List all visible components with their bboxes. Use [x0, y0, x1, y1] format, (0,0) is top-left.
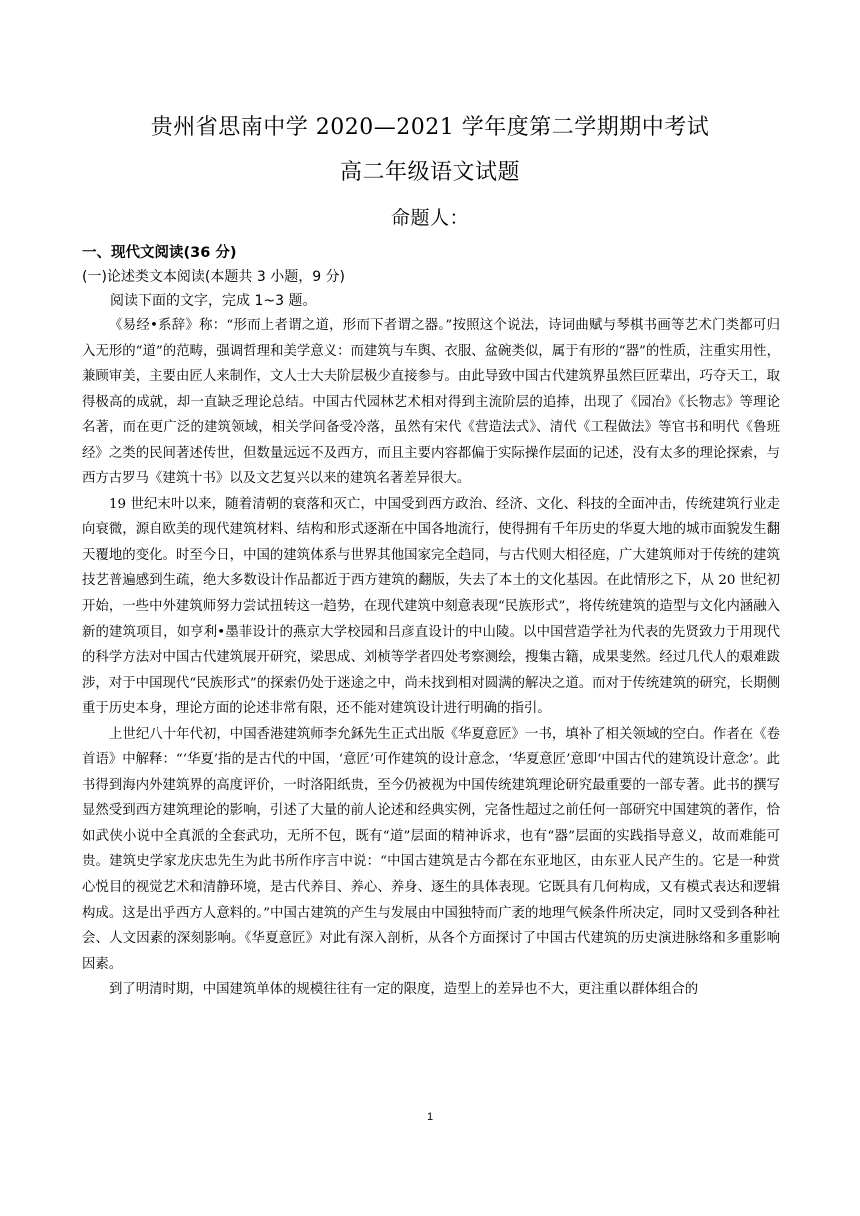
author-line: 命题人：	[390, 207, 469, 229]
exam-title: 贵州省思南中学 2020—2021 学年度第二学期期中考试	[150, 115, 710, 140]
paragraph-2: 19 世纪末叶以来，随着清朝的衰落和灭亡，中国受到西方政治、经济、文化、科技的全面冲击，传统建筑行业走向衰微，源自欧美的现代建筑材料、结构和形式逐渐在中国各地流行，使得拥有千年历史的华夏大地的城市面貌发生翻天覆地的变化。时至今日，中国的建筑体系与世界其他国家完全趋同，与古代则大相径庭，广大建筑师对于传统的建筑技艺普遍感到生疏，绝大多数设计作品都近于西方建筑的翻版，失去了本土的文化基因。在此情形之下，从 20 世纪初开始，一些中外建筑师努力尝试扭转这一趋势，在现代建筑中刻意表现“民族形式”，将传统建筑的造型与文化内涵融入新的建筑项目，如亨利•墨菲设计的燕京大学校园和吕彦直设计的中山陵。以中国营造学社为代表的先贤致力于用现代的科学方法对中国古代建筑展开研究，梁思成、刘桢等学者四处考察测绘，搜集古籍，成果斐然。经过几代人的艰难跋涉，对于中国现代“民族形式”的探索仍处于迷途之中，尚未找到相对圆满的解决之道。而对于传统建筑的研究，长期侧重于历史本身，理论方面的论述非常有限，还不能对建筑设计进行明确的指引。	[82, 496, 780, 717]
page-number: 1	[426, 1111, 434, 1123]
exam-subtitle: 高二年级语文试题	[339, 160, 520, 185]
paragraph-3: 上世纪八十年代初，中国香港建筑师李允鉌先生正式出版《华夏意匠》一书，填补了相关领域的空白。作者在《卷首语》中解释：“‘华夏’指的是古代的中国，‘意匠’可作建筑的设计意念，‘华夏意匠’意即‘中国古代的建筑设计意念’。此书得到海内外建筑界的高度评价，一时洛阳纸贵，至今仍被视为中国传统建筑理论研究最重要的一部专著。此书的撰写显然受到西方建筑理论的影响，引述了大量的前人论述和经典实例，完备性超过之前任何一部研究中国建筑的著作，恰如武侠小说中全真派的全套武功，无所不包，既有“道”层面的精神诉求，也有“器”层面的实践指导意义，故而难能可贵。建筑史学家龙庆忠先生为此书所作序言中说：“中国古建筑是古今都在东亚地区，由东亚人民产生的。它是一种赏心悦目的视觉艺术和清静环境，是古代养目、养心、养身、逐生的具体表现。它既具有几何构成，又有模式表达和逻辑构成。这是出乎西方人意料的。”中国古建筑的产生与发展由中国独特而广袤的地理气候条件所决定，同时又受到各种社会、人文因素的深刻影响。《华夏意匠》对此有深入剖析，从各个方面探讨了中国古代建筑的历史演进脉络和多重影响因素。	[82, 726, 780, 972]
section-heading: 一、现代文阅读(36 分)	[82, 245, 237, 261]
section-subheading: (一)论述类文本阅读(本题共 3 小题，9 分)	[82, 269, 346, 285]
document-body	[82, 241, 780, 1003]
reading-instruction: 阅读下面的文字，完成 1~3 题。	[110, 293, 317, 309]
paragraph-4: 到了明清时期，中国建筑单体的规模往往有一定的限度，造型上的差异也不大，更注重以群体组合的	[109, 982, 699, 998]
paragraph-1: 《易经•系辞》称：“形而上者谓之道，形而下者谓之器。”按照这个说法，诗词曲赋与琴棋书画等艺术门类都可归入无形的“道”的范畴，强调哲理和美学意义：而建筑与车舆、衣服、盆碗类似，属于有形的“器”的性质，注重实用性，兼顾审美，主要由匠人来制作，文人士大夫阶层极少直接参与。由此导致中国古代建筑界虽然巨匠辈出，巧夺天工，取得极高的成就，却一直缺乏理论总结。中国古代园林艺术相对得到主流阶层的追捧，出现了《园冶》《长物志》等理论名著，而在更广泛的建筑领域，相关学问备受冷落，虽然有宋代《营造法式》、清代《工程做法》等官书和明代《鲁班经》之类的民间著述传世，但数量远远不及西方，而且主要内容都偏于实际操作层面的记述，没有太多的理论探索，与西方古罗马《建筑十书》以及文艺复兴以来的建筑名著差异很大。	[82, 318, 780, 487]
